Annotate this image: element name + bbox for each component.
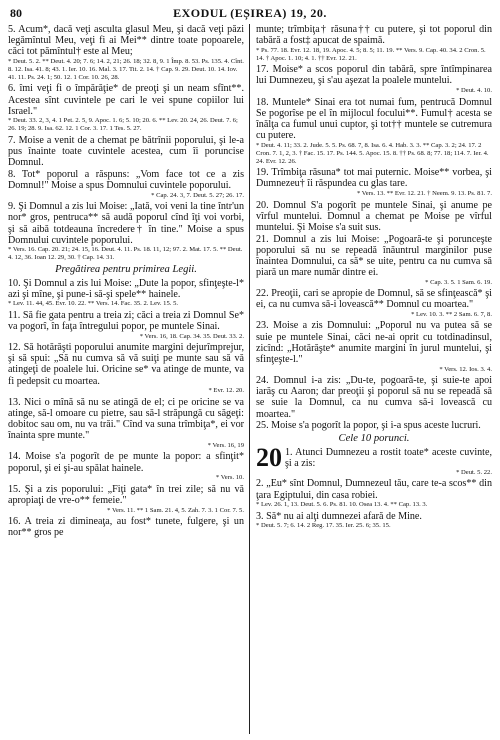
cross-references-6: * Deut. 33. 2, 3, 4. 1 Pet. 2. 5, 9. Apoc. 1. 6; 5. 10; 20. 6. ** Lev. 20. 24, 26. Deut. 7. 6; 26. 19; 28. 9. Isa. 62. 12. 1 Cor. 3. 17. 1 Tes. 5. 27.: [8, 117, 238, 133]
left-column: [8, 24, 244, 539]
cross-references-19: * Vers. 13. ** Evr. 12. 21. † Neem. 9. 13. Ps. 81. 7.: [356, 190, 492, 198]
page-number: 80: [10, 6, 22, 20]
verse-17: 17. Moise* a scos poporul din tabără, spre întîmpinarea lui Dumnezeu, şi s'au aşezat la poalele muntelui.: [256, 64, 492, 87]
verse-16-continued: munte; trîmbiţa† răsuna†† cu putere, şi tot poporul din tabără a fost‡ apucat de spaimă.: [256, 24, 492, 47]
section-title-ten-commandments: Cele 10 porunci.: [338, 433, 410, 445]
verse-19: 19. Trîmbiţa răsuna* tot mai puternic. Moise** vorbea, şi Dumnezeu† îi răspundea cu glas tare.: [256, 167, 492, 190]
chapter-20-verse-3: 3. Să* nu ai alţi dumnezei afară de Mine.: [256, 510, 422, 522]
cross-references-20-1: * Deut. 5. 22.: [456, 468, 492, 476]
verse-20: 20. Domnul S'a pogorît pe muntele Sinai, şi anume pe vîrful muntelui. Domnul a chemat pe Moise pe vîrful muntelui. Şi Moise s'a suit sus.: [256, 199, 492, 233]
cross-references-15: * Vers. 11. ** 1 Sam. 21. 4, 5. Zah. 7. 3. 1 Cor. 7. 5.: [107, 506, 244, 514]
verse-6: 6. îmi veţi fi o împărăţie* de preoţi şi un neam sfînt**. Acestea sînt cuvintele pe cari le vei spune copiilor lui Israel.": [8, 83, 244, 117]
verse-7: 7. Moise a venit de a chemat pe bătrînii poporului, şi le-a pus înainte toate cuvintele acestea, cum îi poruncise Domnul.: [8, 134, 244, 169]
cross-references-5: * Deut. 5. 2. ** Deut. 4. 20; 7. 6; 14. 2, 21; 26. 18; 32. 8, 9. 1 Împ. 8. 53. Ps. 135. 4. Cînt. 8. 12. Isa. 41. 8; 43. 1. Ier. 10. 16. Mal. 3. 17. Tit. 2. 14. † Cap. 9. 29. Deut. 10. 14. Iov. 41. 11. Ps. 24. 1; 50. 12. 1 Cor. 10. 26, 28.: [8, 57, 244, 81]
cross-references-20-3: * Deut. 5. 7; 6. 14. 2 Reg. 17. 35. Ier. 25. 6; 35. 15.: [256, 522, 391, 530]
cross-references-13: * Vers. 16, 19: [207, 441, 244, 449]
verse-14: 14. Moise s'a pogorît de pe munte la popor: a sfinţit* poporul, şi ei şi-au spălat hainele.: [8, 451, 244, 474]
chapter-20-verse-1: 1. Atunci Dumnezeu a rostit toate* aceste cuvinte, şi a zis:: [285, 446, 492, 469]
cross-references-16: * Ps. 77. 18. Evr. 12. 18, 19. Apoc. 4. 5; 8. 5; 11. 19. ** Vers. 9. Cap. 40. 34. 2 Cron. 5. 14. † Apoc. 1. 10; 4. 1. †† Evr. 12. 21.: [256, 46, 486, 62]
cross-references-11: * Vers. 16, 18. Cap. 34. 35. Deut. 33. 2.: [139, 332, 244, 340]
verse-16: 16. A treia zi dimineaţa, au fost* tunete, fulgere, şi un nor** gros pe: [8, 516, 244, 539]
cross-references-10: * Lev. 11. 44, 45. Evr. 10. 22. ** Vers. 14. Fac. 35. 2. Lev. 15. 5.: [8, 300, 179, 308]
verse-9: 9. Şi Domnul a zis lui Moise: „Iată, voi veni la tine într'un nor* gros, pentruca** să audă poporul cînd îţi voi vorbi, şi să aibă totdeauna încredere† în tine." Moise a spus Domnului cuvintele poporului.: [8, 201, 244, 246]
chapter-20-start: [256, 447, 492, 469]
verse-12: 12. Să hotărăşti poporului anumite margini dejurîmprejur, şi să spui: „Să nu cumva să vă suiţi pe munte sau să vă atingeţi de poalele lui. Oricine se* va atinge de munte, va fi pedepsit cu moartea.: [8, 342, 244, 387]
cross-references-9: * Vers. 16. Cap. 20. 21; 24. 15, 16. Deut. 4. 11. Ps. 18. 11, 12; 97. 2. Mat. 17. 5. ** Deut. 4. 12, 36. Ioan 12. 29, 30. † Cap. 14. 31.: [8, 246, 243, 262]
section-title-law-preparation: Pregătirea pentru primirea Legii.: [55, 264, 197, 276]
cross-references-21: * Cap. 3. 5. 1 Sam. 6. 19.: [425, 278, 492, 286]
verse-5: 5. Acum*, dacă veţi asculta glasul Meu, şi dacă veţi păzi legămîntul Meu, veţi fi ai Mei** dintre toate popoarele, căci tot pămîntul† este al Meu;: [8, 24, 244, 58]
verse-10: 10. Şi Domnul a zis lui Moise: „Dute la popor, sfinţeşte-l* azi şi mîne, şi pune-i să-şi spele** hainele.: [8, 277, 244, 300]
cross-references-8: * Cap. 24. 3, 7. Deut. 5. 27; 26. 17.: [151, 191, 244, 199]
chapter-number: 20: [256, 446, 282, 469]
cross-references-20-2: * Lev. 26. 1, 13. Deut. 5. 6. Ps. 81. 10. Osea 13. 4. ** Cap. 13. 3.: [256, 501, 428, 509]
cross-references-18: * Deut. 4. 11; 33. 2. Jude. 5. 5. Ps. 68. 7, 8. Isa. 6. 4. Hab. 3. 3. ** Cap. 3. 2; 24. 17. 2 Cron. 7. 1, 2, 3. † Fac. 15. 17. Ps. 144. 5. Apoc. 15. 8. †† Ps. 68. 8; 77. 18; 114. 7. Ier. 4. 24. Evr. 12. 26.: [256, 141, 489, 165]
verse-25: 25. Moise s'a pogorît la popor, şi i-a spus aceste lucruri.: [256, 420, 481, 432]
cross-references-22: * Lev. 10. 3. ** 2 Sam. 6. 7, 8.: [411, 310, 492, 318]
verse-21: 21. Domnul a zis lui Moise: „Pogoară-te şi porunceşte poporului să nu se repeadă înăuntrul marginilor puse înaintea Domnului, ca să* se uite, pentru ca nu cumva să piară un mare număr dintre ei.: [256, 233, 492, 278]
verse-13: 13. Nici o mînă să nu se atingă de el; ci pe oricine se va atinge, să-l omoare cu pietre, sau să-l străpungă cu săgeţi: dobitoc sau om, nu va trăi." Cînd va suna trîmbiţa*, ei vor înainta spre munte.": [8, 396, 244, 442]
verse-24: 24. Domnul i-a zis: „Du-te, pogoară-te, şi suie-te apoi iarăş cu Aaron; dar preoţii şi poporul să nu se repeadă să se suie la Domnul, ca nu cumva să-i lovească cu moartea.": [256, 375, 492, 420]
cross-references-12: * Evr. 12. 20.: [208, 387, 244, 395]
chapter-20-verse-2: 2. „Eu* sînt Domnul, Dumnezeul tău, care te-a scos** din ţara Egiptului, din casa robiei.: [256, 478, 492, 501]
verse-15: 15. Şi a zis poporului: „Fiţi gata* în trei zile; să nu vă apropiaţi de vre-o** femeie.": [8, 483, 244, 506]
cross-references-14: * Vers. 10.: [215, 474, 244, 482]
verse-11: 11. Să fie gata pentru a treia zi; căci a treia zi Domnul Se* va pogorî, în faţa întregului popor, pe muntele Sinai.: [8, 309, 244, 332]
column-divider: [249, 24, 250, 734]
running-title: EXODUL (EȘIREA) 19, 20.: [173, 6, 327, 20]
verse-8: 8. Tot* poporul a răspuns: „Vom face tot ce a zis Domnul!" Moise a spus Domnului cuvintele poporului.: [8, 168, 244, 192]
verse-18: 18. Muntele* Sinai era tot numai fum, pentrucă Domnul Se pogorîse pe el în mijlocul focului**. Fumul† acesta se înălţa ca fumul unui cuptor, şi tot†† muntele se cutremura cu putere.: [256, 96, 492, 142]
cross-references-23: * Vers. 12. Ios. 3. 4.: [439, 365, 492, 373]
verse-22: 22. Preoţii, cari se apropie de Domnul, să se sfinţească* şi ei, ca nu cumva să-i lovească** Domnul cu moartea.": [256, 288, 492, 311]
page-header: [10, 6, 490, 22]
right-column: [256, 24, 492, 532]
verse-23: 23. Moise a zis Domnului: „Poporul nu va putea să se suie pe muntele Sinai, căci ne-ai oprit cu totdinadinsul, zicînd: „Hotărăşte* anumite margini în jurul muntelui, şi sfinţeşte-l.": [256, 320, 492, 365]
cross-references-17: * Deut. 4. 10.: [456, 87, 492, 95]
